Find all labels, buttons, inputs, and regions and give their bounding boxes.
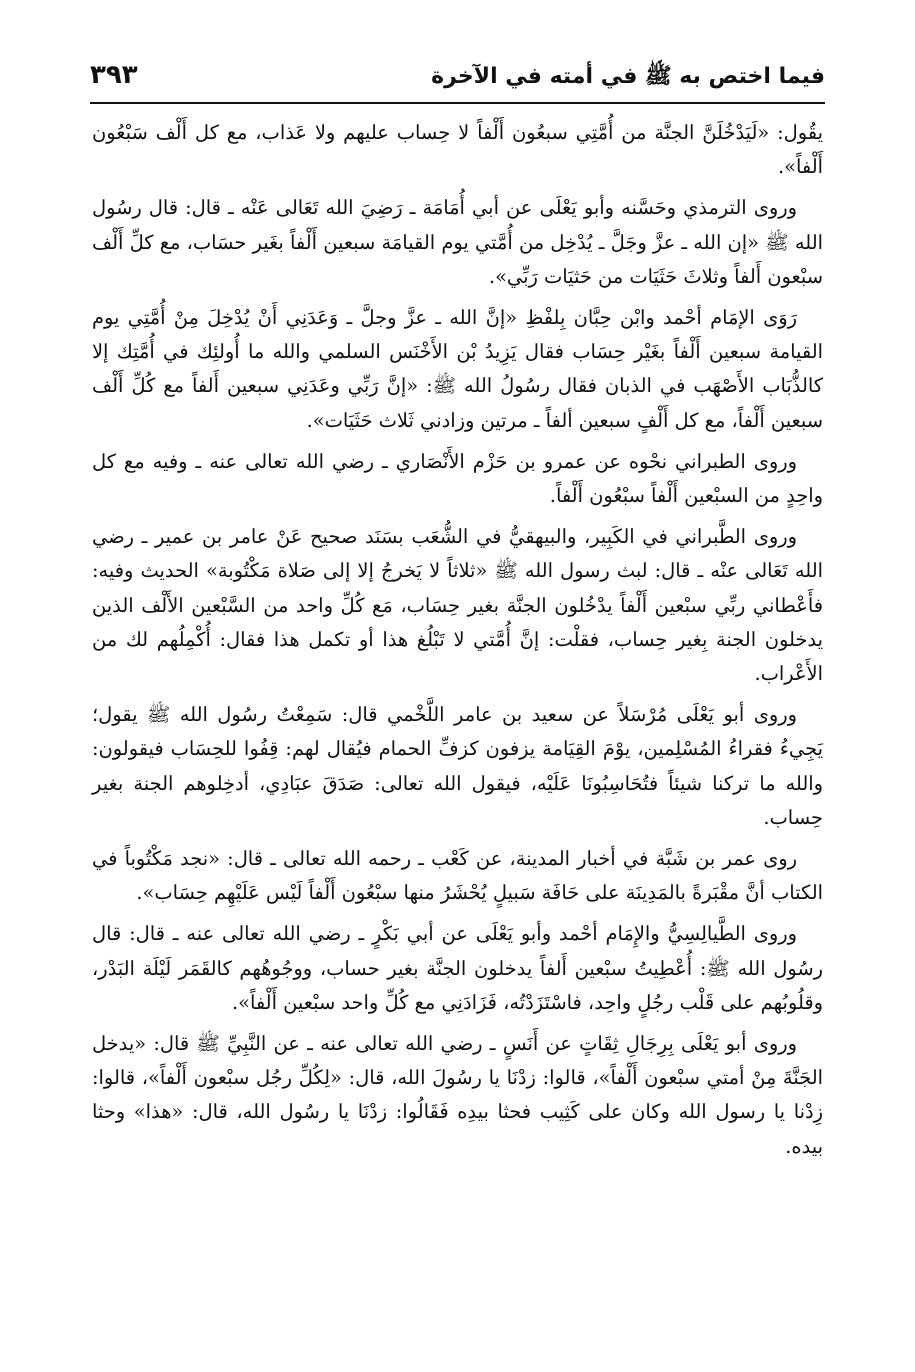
paragraph-1: يقُول: «لَيَدْخُلَنَّ الجنَّة من أُمَّتِي سبعُون أَلْفاً لا حِساب عليهم ولا عَذاب، مع كل أَلْف سَبْعُون أَلْفاً». (92, 121, 823, 179)
running-head (90, 58, 825, 98)
paragraph-4: وروى الطبراني نحْوه عن عمرو بن حَزْم الأَنْصَاري ـ رضي الله تعالى عنه ـ وفيه مع كل واحِدٍ من السبْعين أَلْفاً سبْعُون أَلْفاً. (92, 449, 823, 508)
paragraph-9: وروى أبو يَعْلَى بِرِجَالِ ثِقَاتٍ عن أَنَسٍ ـ رضي الله تعالى عنه ـ عن النَّبِيِّ ﷺ قال: «يدخل الجَنَّةَ مِنْ أمتي سبْعون أَلْفاً»، قالوا: زدْنَا يا رسُولَ الله، قال: «لِكُلِّ رجُل سبْعون أَلْفاً»، قالوا: زِدْنا يا رسول الله وكان على كَثِيب فحثا بيدِه فَقَالُوا: زدْنَا يا رسُول الله، قال: «هذا» وحثا بيده. (92, 1032, 823, 1158)
paragraph-5: وروى الطَّبراني في الكَبِير، والبيهقيُّ في الشُّعَب بسَنَد صحيح عَنْ عامر بن عمير ـ رضي الله تَعَالى عنْه ـ قال: لبث رسول الله ﷺ «ثلاثاً لا يَخرجُ إلا إلى صَلاة مَكْتُوبة» الحديث وفيه: فأَعْطاني ربِّي سبْعين أَلْفاً يدْخُلون الجنَّة بغير حِسَاب، مَع كُلِّ واحد من السَّبْعين الأَلْف الذين يدخلون الجنة بِغير حِساب، فقلْت: إنَّ أُمَّتي لا تَبْلُغ هذا أو تكمل هذا فقال: أُكْمِلُهم لك من الأَعْراب. (92, 525, 823, 686)
header-divider (90, 102, 825, 104)
body-text (92, 116, 823, 1171)
paragraph-6: وروى أبو يَعْلَى مُرْسَلاً عن سعيد بن عامر اللَّخْمي قال: سَمِعْتُ رسُول الله ﷺ يقول؛ يَجِيءُ فقراءُ المُسْلِمين، يوْمَ القِيَامة يزفون كزفِّ الحمام فيُقال لهم: قِفُوا للحِسَاب فيقولون: والله ما تركنا شيئاً فتُحَاسِبُونَا عَلَيْه، فيقول الله تعالى: صَدَقَ عبَادِي، أدخِلوهم الجنة بغير حِساب. (92, 703, 823, 829)
paragraph-7: روى عمر بن شَبَّة في أخبار المدينة، عن كَعْب ـ رحمه الله تعالى ـ قال: «نجد مَكْتُوباً في الكتاب أنَّ مقْبَرةً بالمَدِينَة على حَافَة سَبيلٍ يُحْشَرُ منها سبْعُون أَلْفاً لَيْس عَلَيْهِم حِسَاب». (92, 847, 823, 905)
paragraph-2: وروى الترمذي وحَسَّنه وأبو يَعْلَى عن أبي أُمَامَة ـ رَضِيَ الله تَعَالى عَنْه ـ قال: قال رسُول الله ﷺ «إن الله ـ عزَّ وجَلَّ ـ يُدْخِل من أُمَّتي يوم القيامَة سبعين أَلْفاً بغَير حسَاب، مع كلِّ أَلْف سبْعون أَلفاً وثلاثَ حَثَيَات من حَثيَات رَبِّي». (92, 196, 823, 288)
paragraph-8: وروى الطَّيالِسِيُّ والإِمَام أحْمد وأبو يَعْلَى عن أبي بَكْرٍ ـ رضي الله تعالى عنه ـ قال: قال رسُول الله ﷺ: أُعْطِيتُ سبْعين أَلفاً يدخلون الجنَّة بغير حساب، ووجُوهُهم كالقَمَر لَيْلَة البَدْر، وقلُوبُهم على قَلْب رجُلٍ واحِد، فاسْتَزَدْتُه، فَزَادَنِي مع كُلِّ واحد سبْعين أَلْفاً». (92, 922, 823, 1014)
paragraph-3: رَوَى الإمَام أحْمد وابْن حِبَّان بِلفْظِ «إنَّ الله ـ عزَّ وجلَّ ـ وَعَدَنِي أَنْ يُدْخِلَ مِنْ أُمَّتِي يوم القيامة سبعين أَلْفاً بغَيْر حِسَاب فقال يَزِيدُ بْن الأَخْنَس السلمي والله ما أُولئِك في أُمَّتِك إلا كالذُّبَاب الأَصْهَب في الذبان فقال رسُولُ الله ﷺ: «إنَّ رَبِّي وعَدَنِي سبعين أَلفاً مع كُلِّ أَلْف سبعين أَلْفاً، مع كل أَلْفٍ سبعين ألفاً ـ مرتين وزادني ثَلاث حَثَيَات». (92, 306, 823, 432)
running-title: فيما اختص به ﷺ في أمته في الآخرة (431, 64, 825, 89)
page-number: ٣٩٣ (90, 60, 138, 90)
